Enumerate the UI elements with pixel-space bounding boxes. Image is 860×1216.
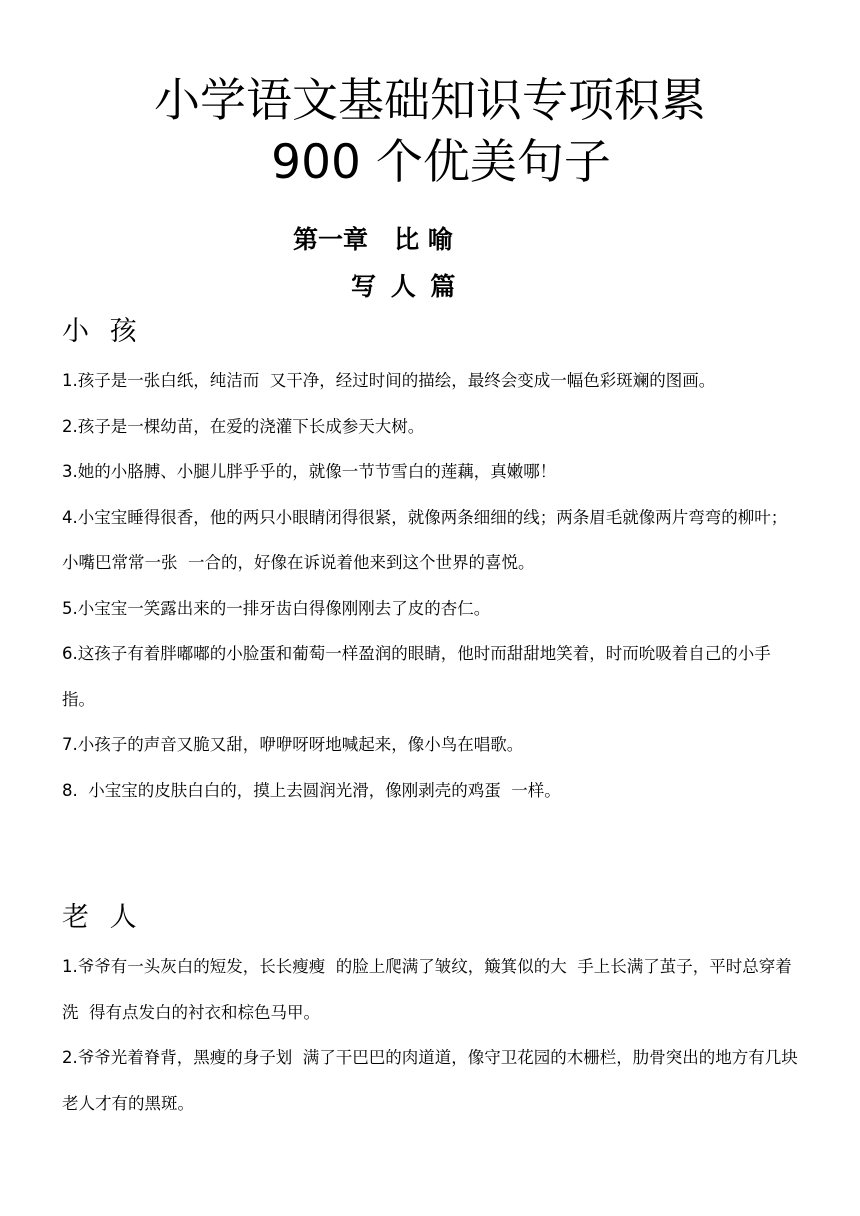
sentence-item: 7.小孩子的声音又脆又甜，咿咿呀呀地喊起来，像小鸟在唱歌。 bbox=[62, 735, 524, 754]
subsection-heading: 写 人 篇 bbox=[351, 272, 459, 301]
sentence-item: 5.小宝宝一笑露出来的一排牙齿白得像刚刚去了皮的杏仁。 bbox=[62, 598, 491, 618]
document-title: 小学语文基础知识专项积累 bbox=[154, 73, 706, 127]
sentence-item: 2.爷爷光着脊背，黑瘦的身子划 满了干巴巴的肉道道，像守卫花园的木栅栏，肋骨突出的地方有几块老人才有的黑斑。 bbox=[62, 1048, 798, 1113]
sentence-item: 2.孩子是一棵幼苗，在爱的浇灌下长成参天大树。 bbox=[62, 416, 425, 436]
chapter-heading: 第一章 比 喻 bbox=[293, 225, 453, 254]
section-heading-children: 小 孩 bbox=[62, 316, 143, 347]
sentence-item: 1.爷爷有一头灰白的短发，长长瘦瘦 的脸上爬满了皱纹，簸箕似的大 手上长满了茧子，平时总穿着洗 得有点发白的衬衣和棕色马甲。 bbox=[62, 957, 792, 1022]
sentence-item: 8. 小宝宝的皮肤白白的，摸上去圆润光滑，像刚剥壳的鸡蛋 一样。 bbox=[62, 780, 561, 800]
sentence-item: 1.孩子是一张白纸，纯洁而 又干净，经过时间的描绘，最终会变成一幅色彩斑斓的图画。 bbox=[62, 371, 716, 390]
document-subtitle: 900 个优美句子 bbox=[271, 135, 611, 190]
sentence-item: 4.小宝宝睡得很香，他的两只小眼睛闭得很紧，就像两条细细的线；两条眉毛就像两片弯弯的柳叶；小嘴巴常常一张 一合的，好像在诉说着他来到这个世界的喜悦。 bbox=[62, 507, 788, 572]
sentence-item: 6.这孩子有着胖嘟嘟的小脸蛋和葡萄一样盈润的眼睛，他时而甜甜地笑着，时而吮吸着自己的小手指。 bbox=[62, 644, 771, 709]
section-children bbox=[62, 358, 802, 813]
section-elderly bbox=[62, 944, 802, 1126]
sentence-item: 3.她的小胳膊、小腿儿胖乎乎的，就像一节节雪白的莲藕，真嫩哪！ bbox=[62, 462, 557, 481]
section-heading-elderly: 老 人 bbox=[62, 902, 143, 933]
